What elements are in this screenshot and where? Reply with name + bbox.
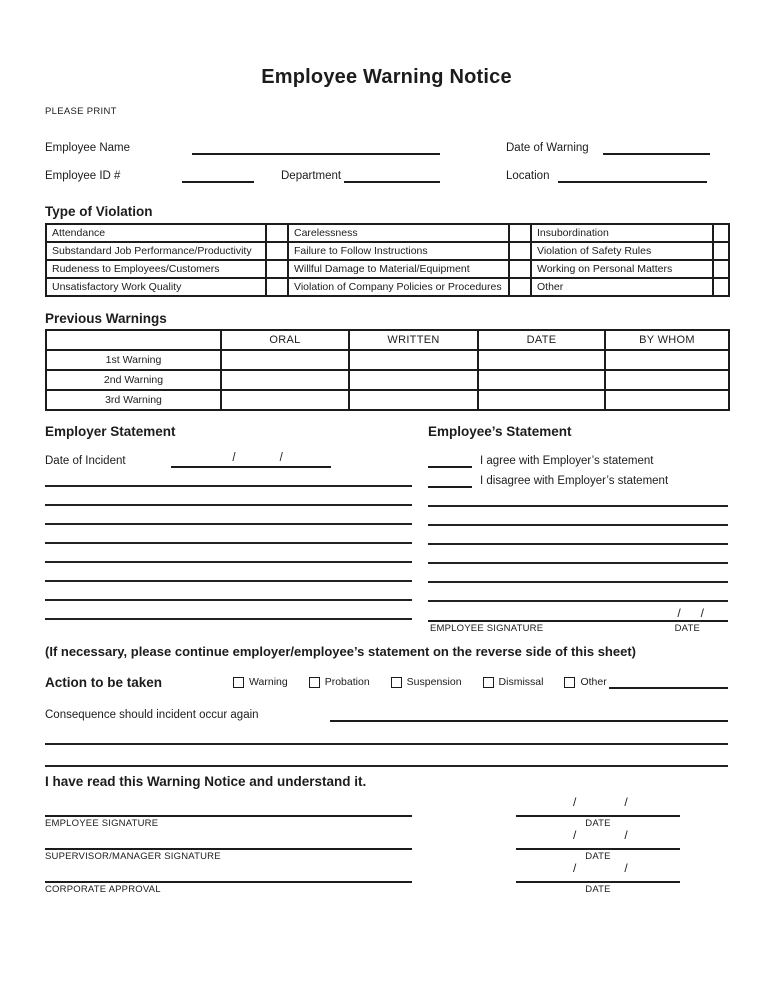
consequence-line[interactable] <box>330 708 728 722</box>
date-of-incident-row <box>45 452 412 468</box>
warnings-col-header: DATE <box>478 330 605 350</box>
suspension-checkbox[interactable] <box>391 677 402 688</box>
warning-row-label: 2nd Warning <box>46 370 221 390</box>
violation-checkbox-cell[interactable] <box>713 260 729 278</box>
slash-mark: / <box>573 795 577 809</box>
corporate-approval-line[interactable] <box>45 881 412 883</box>
employee-name-line[interactable] <box>192 140 440 155</box>
dismissal-label: Dismissal <box>498 676 544 688</box>
warnings-col-header: BY WHOM <box>605 330 729 350</box>
signature-caption: EMPLOYEE SIGNATURE <box>45 818 159 829</box>
employer-statement-line[interactable] <box>45 468 412 487</box>
violation-checkbox-cell[interactable] <box>509 278 531 296</box>
violation-checkbox-cell[interactable] <box>509 260 531 278</box>
date-caption: DATE <box>585 851 611 862</box>
signature-lines <box>45 842 728 850</box>
other-checkbox[interactable] <box>564 677 575 688</box>
warning-label: Warning <box>249 676 288 688</box>
slash-mark: / <box>700 606 704 620</box>
employee-statement-column <box>428 424 728 634</box>
warnings-corner-cell <box>46 330 221 350</box>
violation-checkbox-cell[interactable] <box>713 224 729 242</box>
signature-lines <box>45 809 728 817</box>
department-label: Department <box>281 170 342 182</box>
violation-label: Failure to Follow Instructions <box>288 242 509 260</box>
violation-checkbox-cell[interactable] <box>509 224 531 242</box>
violation-label: Violation of Safety Rules <box>531 242 713 260</box>
previous-warnings-heading: Previous Warnings <box>45 311 167 326</box>
violation-checkbox-cell[interactable] <box>266 260 288 278</box>
warning-cell[interactable] <box>478 390 605 410</box>
probation-label: Probation <box>324 676 370 688</box>
agree-row <box>428 452 728 468</box>
location-line[interactable] <box>558 168 707 183</box>
violation-label: Violation of Company Policies or Procedures <box>288 278 509 296</box>
slash-mark: / <box>573 828 577 842</box>
employee-id-label: Employee ID # <box>45 170 121 182</box>
previous-warnings-table <box>45 329 730 411</box>
violation-checkbox-cell[interactable] <box>266 278 288 296</box>
department-line[interactable] <box>344 168 440 183</box>
violation-checkbox-cell[interactable] <box>266 224 288 242</box>
employer-statement-heading: Employer Statement <box>45 424 176 439</box>
suspension-label: Suspension <box>406 676 462 688</box>
violation-checkbox-cell[interactable] <box>266 242 288 260</box>
employee-statement-heading: Employee’s Statement <box>428 424 572 439</box>
agree-label: I agree with Employer’s statement <box>480 455 654 467</box>
violation-label: Carelessness <box>288 224 509 242</box>
header-row-2 <box>45 166 728 183</box>
signature-caption: SUPERVISOR/MANAGER SIGNATURE <box>45 851 221 862</box>
warning-cell[interactable] <box>605 370 729 390</box>
violation-label: Other <box>531 278 713 296</box>
consequence-extra-line[interactable] <box>45 765 728 767</box>
date-line[interactable] <box>516 815 680 817</box>
disagree-line[interactable] <box>428 474 472 488</box>
action-option-warning <box>233 676 288 688</box>
employer-statement-line[interactable] <box>45 525 412 544</box>
agree-line[interactable] <box>428 454 472 468</box>
employee-signature-caption: EMPLOYEE SIGNATURE <box>430 623 544 634</box>
employer-statement-line[interactable] <box>45 544 412 563</box>
please-print-note: PLEASE PRINT <box>45 106 117 117</box>
supervisor-signature-block <box>45 829 728 862</box>
warning-cell[interactable] <box>478 350 605 370</box>
form-title: Employee Warning Notice <box>261 66 512 88</box>
employee-id-line[interactable] <box>182 168 254 183</box>
slash-mark: / <box>624 828 628 842</box>
employer-statement-line[interactable] <box>45 487 412 506</box>
violation-label: Insubordination <box>531 224 713 242</box>
consequence-row <box>45 706 728 722</box>
violation-label: Working on Personal Matters <box>531 260 713 278</box>
employer-statement-line[interactable] <box>45 506 412 525</box>
employee-statement-line[interactable] <box>428 488 728 507</box>
warnings-col-header: ORAL <box>221 330 349 350</box>
employer-statement-line[interactable] <box>45 582 412 601</box>
signature-labels <box>45 883 728 895</box>
employee-signature-date-slashes <box>428 602 728 620</box>
slash-mark: / <box>279 452 283 464</box>
other-label: Other <box>580 676 607 688</box>
violation-checkbox-cell[interactable] <box>713 278 729 296</box>
slash-mark: / <box>677 606 681 620</box>
slash-mark: / <box>573 861 577 875</box>
employee-statement-line[interactable] <box>428 583 728 602</box>
dismissal-checkbox[interactable] <box>483 677 494 688</box>
employee-statement-line[interactable] <box>428 564 728 583</box>
date-of-warning-label: Date of Warning <box>506 142 589 154</box>
employee-statement-line[interactable] <box>428 526 728 545</box>
signature-caption: CORPORATE APPROVAL <box>45 884 161 895</box>
date-line[interactable] <box>516 848 680 850</box>
violation-label: Attendance <box>46 224 266 242</box>
employee-signature-labels <box>428 622 728 634</box>
employer-statement-line[interactable] <box>45 601 412 620</box>
action-option-dismissal <box>483 676 544 688</box>
disagree-label: I disagree with Employer’s statement <box>480 475 669 487</box>
date-caption: DATE <box>585 884 611 895</box>
warning-checkbox[interactable] <box>233 677 244 688</box>
other-line[interactable] <box>609 675 728 689</box>
employer-statement-column <box>45 424 412 634</box>
disagree-row <box>428 468 728 488</box>
employee-name-label: Employee Name <box>45 142 131 154</box>
action-option-probation <box>309 676 370 688</box>
location-label: Location <box>506 170 550 182</box>
date-of-warning-line[interactable] <box>603 140 710 155</box>
violation-heading: Type of Violation <box>45 204 153 219</box>
slash-mark: / <box>232 452 236 464</box>
warning-cell[interactable] <box>605 350 729 370</box>
slash-mark: / <box>624 795 628 809</box>
violation-checkbox-cell[interactable] <box>509 242 531 260</box>
violation-table <box>45 223 730 297</box>
warning-cell[interactable] <box>221 390 349 410</box>
employer-statement-line[interactable] <box>45 563 412 582</box>
warning-row-label: 3rd Warning <box>46 390 221 410</box>
signature-lines <box>45 875 728 883</box>
violation-label: Willful Damage to Material/Equipment <box>288 260 509 278</box>
violation-label: Rudeness to Employees/Customers <box>46 260 266 278</box>
date-slashes <box>45 829 728 842</box>
signature-area <box>45 796 728 895</box>
employee-signature-line[interactable] <box>45 815 412 817</box>
employee-statement-line[interactable] <box>428 507 728 526</box>
date-slashes <box>45 862 728 875</box>
date-caption: DATE <box>585 818 611 829</box>
warning-cell[interactable] <box>349 390 478 410</box>
warning-row-label: 1st Warning <box>46 350 221 370</box>
action-heading: Action to be taken <box>45 674 163 690</box>
warning-cell[interactable] <box>221 350 349 370</box>
action-option-other <box>564 676 606 688</box>
action-row <box>45 672 728 692</box>
header-row-1 <box>45 138 728 155</box>
violation-label: Unsatisfactory Work Quality <box>46 278 266 296</box>
warning-cell[interactable] <box>478 370 605 390</box>
date-line[interactable] <box>516 881 680 883</box>
warning-cell[interactable] <box>349 350 478 370</box>
warning-cell[interactable] <box>605 390 729 410</box>
warning-cell[interactable] <box>221 370 349 390</box>
probation-checkbox[interactable] <box>309 677 320 688</box>
acknowledgement-heading: I have read this Warning Notice and understand it. <box>45 774 367 789</box>
employee-statement-line[interactable] <box>428 545 728 564</box>
supervisor-signature-line[interactable] <box>45 848 412 850</box>
corporate-approval-block <box>45 862 728 895</box>
statements-section <box>45 424 728 634</box>
continue-on-reverse-note: (If necessary, please continue employer/employee’s statement on the reverse side of this sheet) <box>45 644 636 659</box>
date-caption: DATE <box>674 623 700 634</box>
date-of-incident-line[interactable] <box>171 452 331 468</box>
slash-mark: / <box>624 861 628 875</box>
warning-cell[interactable] <box>349 370 478 390</box>
warnings-col-header: WRITTEN <box>349 330 478 350</box>
action-option-suspension <box>391 676 462 688</box>
violation-label: Substandard Job Performance/Productivity <box>46 242 266 260</box>
consequence-extra-line[interactable] <box>45 743 728 745</box>
consequence-label: Consequence should incident occur again <box>45 709 259 721</box>
violation-checkbox-cell[interactable] <box>713 242 729 260</box>
employee-signature-block <box>45 796 728 829</box>
date-of-incident-label: Date of Incident <box>45 455 126 467</box>
date-slashes <box>45 796 728 809</box>
